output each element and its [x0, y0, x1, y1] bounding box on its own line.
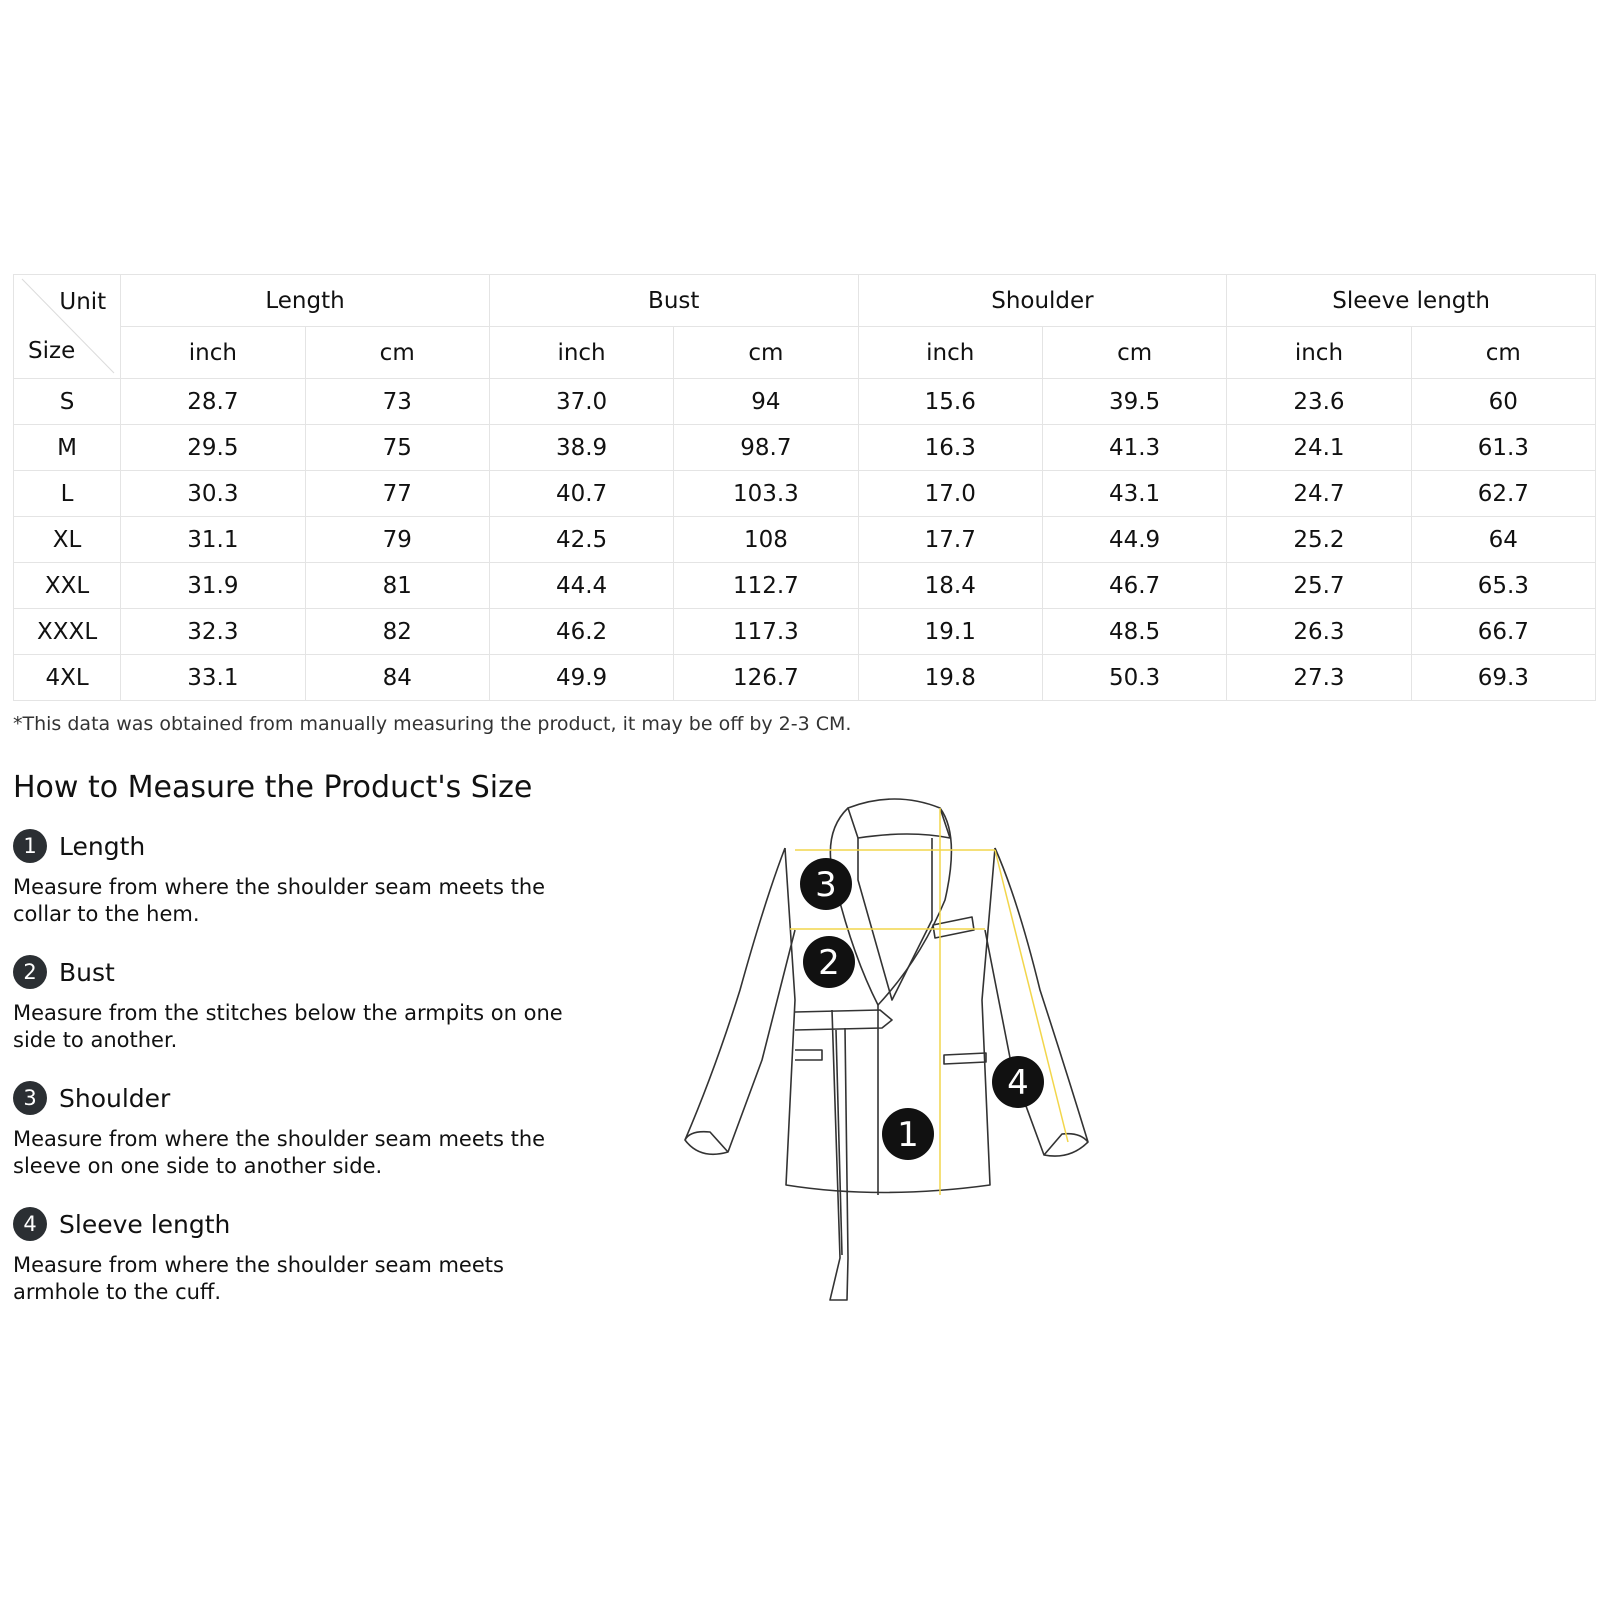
- value-cell: 37.0: [489, 379, 673, 425]
- value-cell: 43.1: [1042, 471, 1226, 517]
- value-cell: 41.3: [1042, 425, 1226, 471]
- value-cell: 48.5: [1042, 609, 1226, 655]
- marker-2: [803, 936, 855, 988]
- unit-header: inch: [121, 327, 305, 379]
- jacket-outline: [685, 799, 1088, 1300]
- table-corner-cell: [14, 275, 121, 379]
- table-body: [14, 379, 1596, 701]
- size-cell: M: [14, 425, 121, 471]
- group-header-length: Length: [121, 275, 490, 327]
- step-number-badge: 1: [13, 829, 47, 863]
- step-number-badge: 4: [13, 1207, 47, 1241]
- value-cell: 39.5: [1042, 379, 1226, 425]
- step-length: [13, 828, 573, 928]
- value-cell: 40.7: [489, 471, 673, 517]
- step-description: Measure from the stitches below the armpits on one side to another.: [13, 1001, 563, 1052]
- value-cell: 33.1: [121, 655, 305, 701]
- value-cell: 81: [305, 563, 489, 609]
- step-bust: [13, 954, 573, 1054]
- corner-unit-label: Unit: [59, 289, 107, 315]
- value-cell: 112.7: [674, 563, 858, 609]
- step-title: Bust: [59, 957, 115, 987]
- step-description: Measure from where the shoulder seam meets armhole to the cuff.: [13, 1253, 504, 1304]
- value-cell: 64: [1411, 517, 1595, 563]
- value-cell: 24.7: [1227, 471, 1411, 517]
- value-cell: 16.3: [858, 425, 1042, 471]
- value-cell: 19.8: [858, 655, 1042, 701]
- jacket-measurement-diagram: [670, 785, 1090, 1305]
- step-shoulder: [13, 1080, 573, 1180]
- value-cell: 62.7: [1411, 471, 1595, 517]
- value-cell: 46.7: [1042, 563, 1226, 609]
- step-number-badge: 3: [13, 1081, 47, 1115]
- size-chart-table: [13, 274, 1596, 701]
- value-cell: 79: [305, 517, 489, 563]
- value-cell: 98.7: [674, 425, 858, 471]
- value-cell: 31.1: [121, 517, 305, 563]
- step-description: Measure from where the shoulder seam meets the sleeve on one side to another side.: [13, 1127, 546, 1178]
- group-header-bust: Bust: [489, 275, 858, 327]
- value-cell: 19.1: [858, 609, 1042, 655]
- unit-header: inch: [858, 327, 1042, 379]
- step-title: Length: [59, 831, 146, 861]
- value-cell: 15.6: [858, 379, 1042, 425]
- value-cell: 60: [1411, 379, 1595, 425]
- unit-header: inch: [1227, 327, 1411, 379]
- corner-size-label: Size: [28, 338, 76, 364]
- value-cell: 29.5: [121, 425, 305, 471]
- value-cell: 117.3: [674, 609, 858, 655]
- unit-header: cm: [305, 327, 489, 379]
- step-title: Sleeve length: [59, 1209, 231, 1239]
- value-cell: 46.2: [489, 609, 673, 655]
- value-cell: 17.7: [858, 517, 1042, 563]
- size-cell: XXXL: [14, 609, 121, 655]
- table-row: [14, 379, 1596, 425]
- value-cell: 82: [305, 609, 489, 655]
- value-cell: 23.6: [1227, 379, 1411, 425]
- value-cell: 61.3: [1411, 425, 1595, 471]
- table-row: [14, 425, 1596, 471]
- howto-title: How to Measure the Product's Size: [13, 770, 533, 805]
- marker-3-label: 3: [815, 865, 837, 905]
- unit-header: cm: [1042, 327, 1226, 379]
- table-row: [14, 471, 1596, 517]
- table-row: [14, 609, 1596, 655]
- marker-4-label: 4: [1007, 1063, 1029, 1103]
- value-cell: 18.4: [858, 563, 1042, 609]
- size-cell: XXL: [14, 563, 121, 609]
- value-cell: 94: [674, 379, 858, 425]
- value-cell: 73: [305, 379, 489, 425]
- marker-1-label: 1: [897, 1115, 919, 1155]
- value-cell: 25.2: [1227, 517, 1411, 563]
- unit-header: inch: [489, 327, 673, 379]
- marker-1: [882, 1108, 934, 1160]
- marker-2-label: 2: [818, 943, 840, 983]
- size-cell: L: [14, 471, 121, 517]
- value-cell: 30.3: [121, 471, 305, 517]
- value-cell: 69.3: [1411, 655, 1595, 701]
- value-cell: 44.9: [1042, 517, 1226, 563]
- value-cell: 17.0: [858, 471, 1042, 517]
- value-cell: 38.9: [489, 425, 673, 471]
- value-cell: 42.5: [489, 517, 673, 563]
- group-header-shoulder: Shoulder: [858, 275, 1227, 327]
- value-cell: 27.3: [1227, 655, 1411, 701]
- group-header-sleeve-length: Sleeve length: [1227, 275, 1596, 327]
- value-cell: 65.3: [1411, 563, 1595, 609]
- marker-4: [992, 1056, 1044, 1108]
- value-cell: 84: [305, 655, 489, 701]
- value-cell: 32.3: [121, 609, 305, 655]
- value-cell: 28.7: [121, 379, 305, 425]
- size-cell: S: [14, 379, 121, 425]
- value-cell: 77: [305, 471, 489, 517]
- unit-header: cm: [1411, 327, 1595, 379]
- table-row: [14, 517, 1596, 563]
- size-cell: 4XL: [14, 655, 121, 701]
- value-cell: 44.4: [489, 563, 673, 609]
- table-row: [14, 563, 1596, 609]
- unit-header: cm: [674, 327, 858, 379]
- value-cell: 126.7: [674, 655, 858, 701]
- size-cell: XL: [14, 517, 121, 563]
- value-cell: 75: [305, 425, 489, 471]
- value-cell: 108: [674, 517, 858, 563]
- step-title: Shoulder: [59, 1083, 171, 1113]
- value-cell: 66.7: [1411, 609, 1595, 655]
- step-sleeve-length: [13, 1206, 573, 1306]
- value-cell: 31.9: [121, 563, 305, 609]
- value-cell: 25.7: [1227, 563, 1411, 609]
- step-number-badge: 2: [13, 955, 47, 989]
- value-cell: 50.3: [1042, 655, 1226, 701]
- marker-3: [800, 858, 852, 910]
- value-cell: 24.1: [1227, 425, 1411, 471]
- table-row: [14, 655, 1596, 701]
- step-description: Measure from where the shoulder seam meets the collar to the hem.: [13, 875, 546, 926]
- value-cell: 49.9: [489, 655, 673, 701]
- value-cell: 26.3: [1227, 609, 1411, 655]
- measurement-note: *This data was obtained from manually measuring the product, it may be off by 2-3 CM.: [13, 713, 852, 735]
- value-cell: 103.3: [674, 471, 858, 517]
